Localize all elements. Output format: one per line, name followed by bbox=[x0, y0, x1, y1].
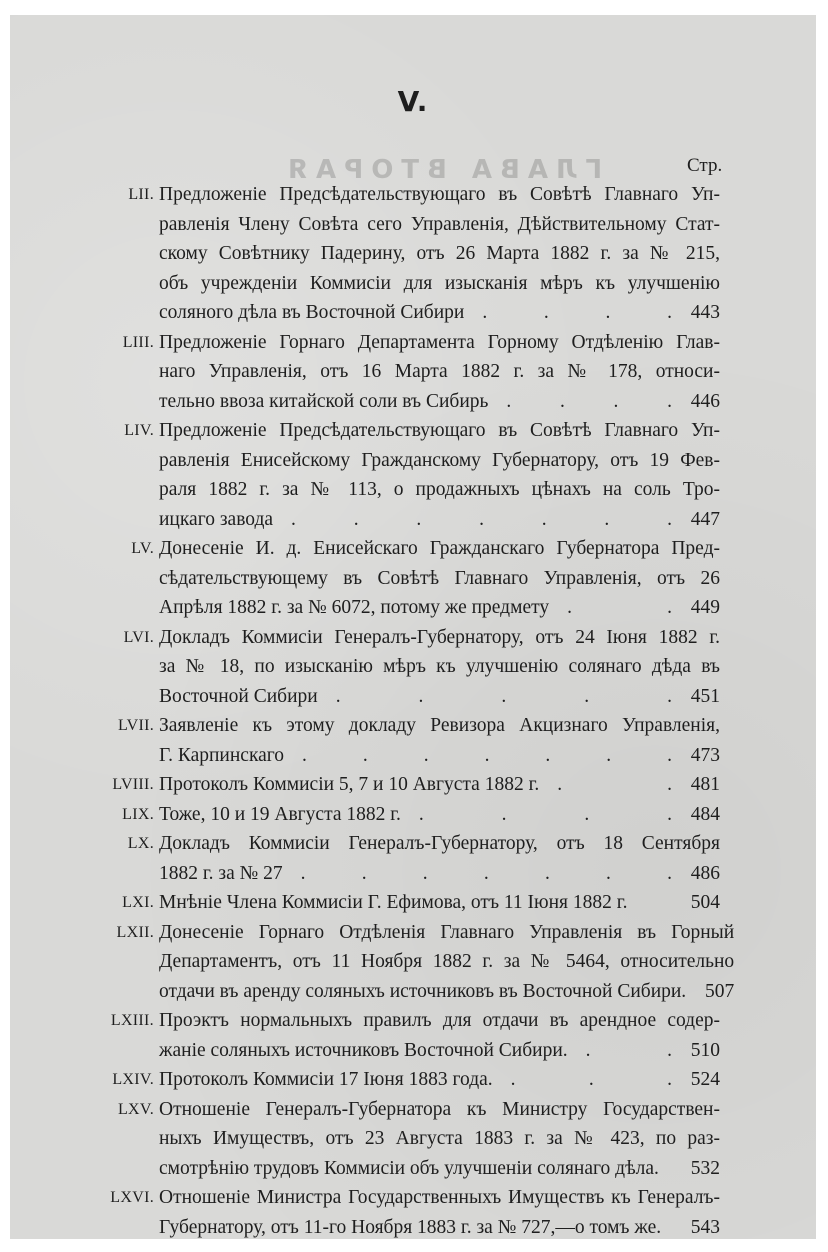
entry-body bbox=[159, 1006, 720, 1065]
entry-line: раля 1882 г. за № 113, о продажныхъ цѣнахъ на соль Тро- bbox=[159, 479, 720, 500]
entry-line: Заявленiе къ этому докладу Ревизора Акцизнаго Управленiя, bbox=[159, 715, 720, 736]
dot-leader: . . . . . . . bbox=[291, 508, 672, 530]
dot-leader: . . . . . . . bbox=[300, 862, 672, 884]
entry-body bbox=[159, 1095, 720, 1184]
entry-body bbox=[159, 534, 720, 623]
entry-last-line bbox=[159, 1065, 720, 1095]
entry-body bbox=[159, 829, 720, 888]
page-reference: 481 bbox=[690, 774, 720, 795]
entry-numeral: LII. bbox=[128, 186, 154, 203]
page-reference: 486 bbox=[690, 862, 720, 884]
entry-last-line-text: отдачи въ аренду соляныхъ источниковъ въ Восточной Сибири. bbox=[159, 980, 687, 1002]
entry-last-line-text: 1882 г. за № 27 bbox=[159, 862, 283, 884]
entry-line: Проэктъ нормальныхъ правилъ для отдачи въ арендное содер- bbox=[159, 1010, 720, 1031]
dot-leader: . . . . bbox=[506, 390, 672, 412]
dot-leader: . . . . . bbox=[335, 685, 672, 707]
entry-numeral: LIX. bbox=[122, 805, 154, 823]
dot-leader bbox=[659, 1154, 678, 1184]
page-reference: 451 bbox=[690, 685, 720, 707]
entry-body bbox=[159, 800, 720, 830]
entry-line: равленiя Члену Совѣта сего Управленiя, Дѣйствительному Стат- bbox=[159, 213, 720, 235]
entry-last-line bbox=[159, 1213, 720, 1243]
entry-last-line bbox=[159, 593, 720, 623]
entry-last-line-text: Апрѣля 1882 г. за № 6072, потому же предмету bbox=[159, 597, 550, 618]
entry-body bbox=[159, 918, 734, 1007]
entry-numeral: LXIV. bbox=[112, 1071, 154, 1088]
entry-last-line bbox=[159, 1154, 720, 1184]
page-reference: 446 bbox=[690, 390, 720, 412]
page-reference: 510 bbox=[690, 1039, 720, 1061]
toc-entry bbox=[104, 800, 720, 830]
toc-entry bbox=[104, 623, 720, 712]
toc-entry bbox=[104, 770, 720, 800]
page-reference: 484 bbox=[690, 803, 720, 825]
entry-line: Департаментъ, отъ 11 Ноября 1882 г. за № 5464, относительно bbox=[159, 951, 735, 972]
toc-entry bbox=[104, 1095, 720, 1184]
dot-leader: . . . . . . . bbox=[302, 744, 672, 766]
toc-entry bbox=[104, 1006, 720, 1065]
entry-line: сѣдательствующему въ Совѣтѣ Главнаго Управленiя, отъ 26 bbox=[159, 567, 720, 589]
entry-numeral: LIV. bbox=[124, 422, 154, 439]
entry-line: Предложенiе Горнаго Департамента Горному Отдѣленiю Глав- bbox=[159, 331, 720, 353]
toc-entry bbox=[104, 711, 720, 770]
entry-last-line bbox=[159, 298, 720, 328]
entry-line: Предложенiе Предсѣдательствующаго въ Совѣтѣ Главнаго Уп- bbox=[159, 420, 720, 441]
entry-last-line-text: ицкаго завода bbox=[159, 508, 274, 530]
entry-last-line-text: Мнѣнiе Члена Коммисiи Г. Ефимова, отъ 11 Iюня 1882 г. bbox=[159, 892, 628, 913]
entry-line: скому Совѣтнику Падерину, отъ 26 Марта 1882 г. за № 215, bbox=[159, 243, 720, 264]
entry-line: Докладъ Коммисiи Генералъ-Губернатору, отъ 24 Iюня 1882 г. bbox=[159, 626, 720, 648]
toc-entry bbox=[104, 328, 720, 417]
page-reference: 473 bbox=[690, 744, 720, 766]
entry-body bbox=[159, 180, 720, 328]
dot-leader: . . . bbox=[510, 1069, 672, 1090]
toc-entry bbox=[104, 416, 720, 534]
page-reference: 443 bbox=[690, 302, 720, 323]
entry-last-line bbox=[159, 505, 720, 535]
entry-body bbox=[159, 328, 720, 417]
page-number: V. bbox=[397, 85, 429, 118]
entry-last-line-text: Восточной Сибири bbox=[159, 685, 318, 707]
entry-last-line bbox=[159, 859, 720, 889]
entry-line: Донесенiе И. д. Енисейскаго Гражданскаго Губернатора Пред- bbox=[159, 538, 720, 559]
page-reference: 504 bbox=[690, 892, 720, 913]
entry-last-line bbox=[159, 977, 734, 1007]
dot-leader bbox=[627, 888, 678, 918]
entry-line: Предложенiе Предсѣдательствующаго въ Совѣтѣ Главнаго Уп- bbox=[159, 184, 720, 205]
entry-numeral: LXIII. bbox=[110, 1012, 154, 1029]
entry-numeral: LXII. bbox=[116, 923, 154, 941]
toc-entry bbox=[104, 1183, 720, 1242]
toc-entry bbox=[104, 180, 720, 328]
entry-last-line-text: тельно ввоза китайской соли въ Сибирь bbox=[159, 390, 489, 412]
entry-numeral: LVII. bbox=[117, 717, 154, 734]
entry-numeral: LXV. bbox=[117, 1100, 154, 1118]
scanned-page bbox=[10, 15, 816, 1239]
bleed-through-text: ГЛАВА ВТОРАЯ bbox=[280, 155, 603, 185]
page-reference: 447 bbox=[690, 508, 720, 530]
toc-entry bbox=[104, 829, 720, 888]
toc-entry bbox=[104, 534, 720, 623]
page-reference: 507 bbox=[704, 980, 735, 1002]
entry-last-line bbox=[159, 682, 720, 712]
entry-body bbox=[159, 1065, 720, 1095]
toc-entry bbox=[104, 1065, 720, 1095]
entry-last-line bbox=[159, 387, 720, 417]
page-reference: 524 bbox=[690, 1069, 720, 1090]
entry-last-line-text: жанiе соляныхъ источниковъ Восточной Сибири. bbox=[159, 1039, 568, 1061]
entry-body bbox=[159, 770, 720, 800]
toc-entry bbox=[104, 888, 720, 918]
table-of-contents bbox=[104, 180, 735, 1242]
entry-last-line-text: смотрѣнiю трудовъ Коммисiи объ улучшенiи солянаго дѣла. bbox=[159, 1157, 659, 1179]
dot-leader: . . bbox=[567, 597, 672, 618]
entry-last-line-text: Протоколъ Коммисiи 5, 7 и 10 Августа 1882 г. bbox=[159, 774, 540, 795]
entry-last-line bbox=[159, 888, 720, 918]
page-reference: 449 bbox=[690, 597, 720, 618]
entry-last-line-text: Тоже, 10 и 19 Августа 1882 г. bbox=[159, 803, 401, 825]
page-column-header: Стр. bbox=[687, 155, 723, 176]
entry-last-line-text: соляного дѣла въ Восточной Сибири bbox=[159, 302, 465, 323]
dot-leader bbox=[661, 1213, 678, 1243]
entry-line: Донесенiе Горнаго Отдѣленiя Главнаго Управленiя въ Горный bbox=[159, 921, 735, 943]
entry-last-line-text: Губернатору, отъ 11-го Ноября 1883 г. за № 727,—о томъ же. bbox=[159, 1216, 662, 1238]
entry-last-line-text: Г. Карпинскаго bbox=[159, 744, 285, 766]
entry-numeral: LIII. bbox=[122, 333, 154, 351]
entry-last-line bbox=[159, 770, 720, 800]
dot-leader: . . bbox=[585, 1039, 672, 1061]
entry-body bbox=[159, 416, 720, 534]
entry-numeral: LVIII. bbox=[112, 776, 154, 793]
entry-numeral: LX. bbox=[127, 835, 154, 852]
entry-line: ныхъ Имуществъ, отъ 23 Августа 1883 г. за № 423, по раз- bbox=[159, 1128, 720, 1149]
entry-line: равленiя Енисейскому Гражданскому Губернатору, отъ 19 Фев- bbox=[159, 449, 720, 471]
entry-last-line bbox=[159, 1036, 720, 1066]
entry-numeral: LXVI. bbox=[110, 1189, 154, 1206]
toc-entry bbox=[104, 918, 735, 1007]
entry-line: Отношенiе Генералъ-Губернатора къ Министру Государствен- bbox=[159, 1098, 720, 1120]
dot-leader: . . bbox=[557, 774, 672, 795]
entry-last-line-text: Протоколъ Коммисiи 17 Iюня 1883 года. bbox=[159, 1069, 493, 1090]
entry-last-line bbox=[159, 800, 720, 830]
entry-numeral: LV. bbox=[131, 540, 154, 557]
entry-line: наго Управленiя, отъ 16 Марта 1882 г. за № 178, относи- bbox=[159, 361, 720, 382]
entry-body bbox=[159, 711, 720, 770]
entry-body bbox=[159, 1183, 720, 1242]
page-reference: 543 bbox=[690, 1216, 720, 1238]
dot-leader: . . . . bbox=[482, 302, 672, 323]
dot-leader: . . . . bbox=[418, 803, 672, 825]
entry-line: объ учрежденiи Коммисiи для изысканiя мѣръ къ улучшенiю bbox=[159, 272, 720, 294]
entry-body bbox=[159, 623, 720, 712]
entry-line: Докладъ Коммисiи Генералъ-Губернатору, отъ 18 Сентября bbox=[159, 833, 720, 854]
entry-last-line bbox=[159, 741, 720, 771]
page-reference: 532 bbox=[690, 1157, 720, 1179]
entry-body bbox=[159, 888, 720, 918]
entry-line: за № 18, по изысканiю мѣръ къ улучшенiю солянаго дѣда въ bbox=[159, 656, 720, 677]
entry-line: Отношенiе Министра Государственныхъ Имуществъ къ Генералъ- bbox=[159, 1187, 720, 1208]
entry-numeral: LXI. bbox=[122, 894, 154, 911]
entry-numeral: LVI. bbox=[123, 628, 154, 646]
